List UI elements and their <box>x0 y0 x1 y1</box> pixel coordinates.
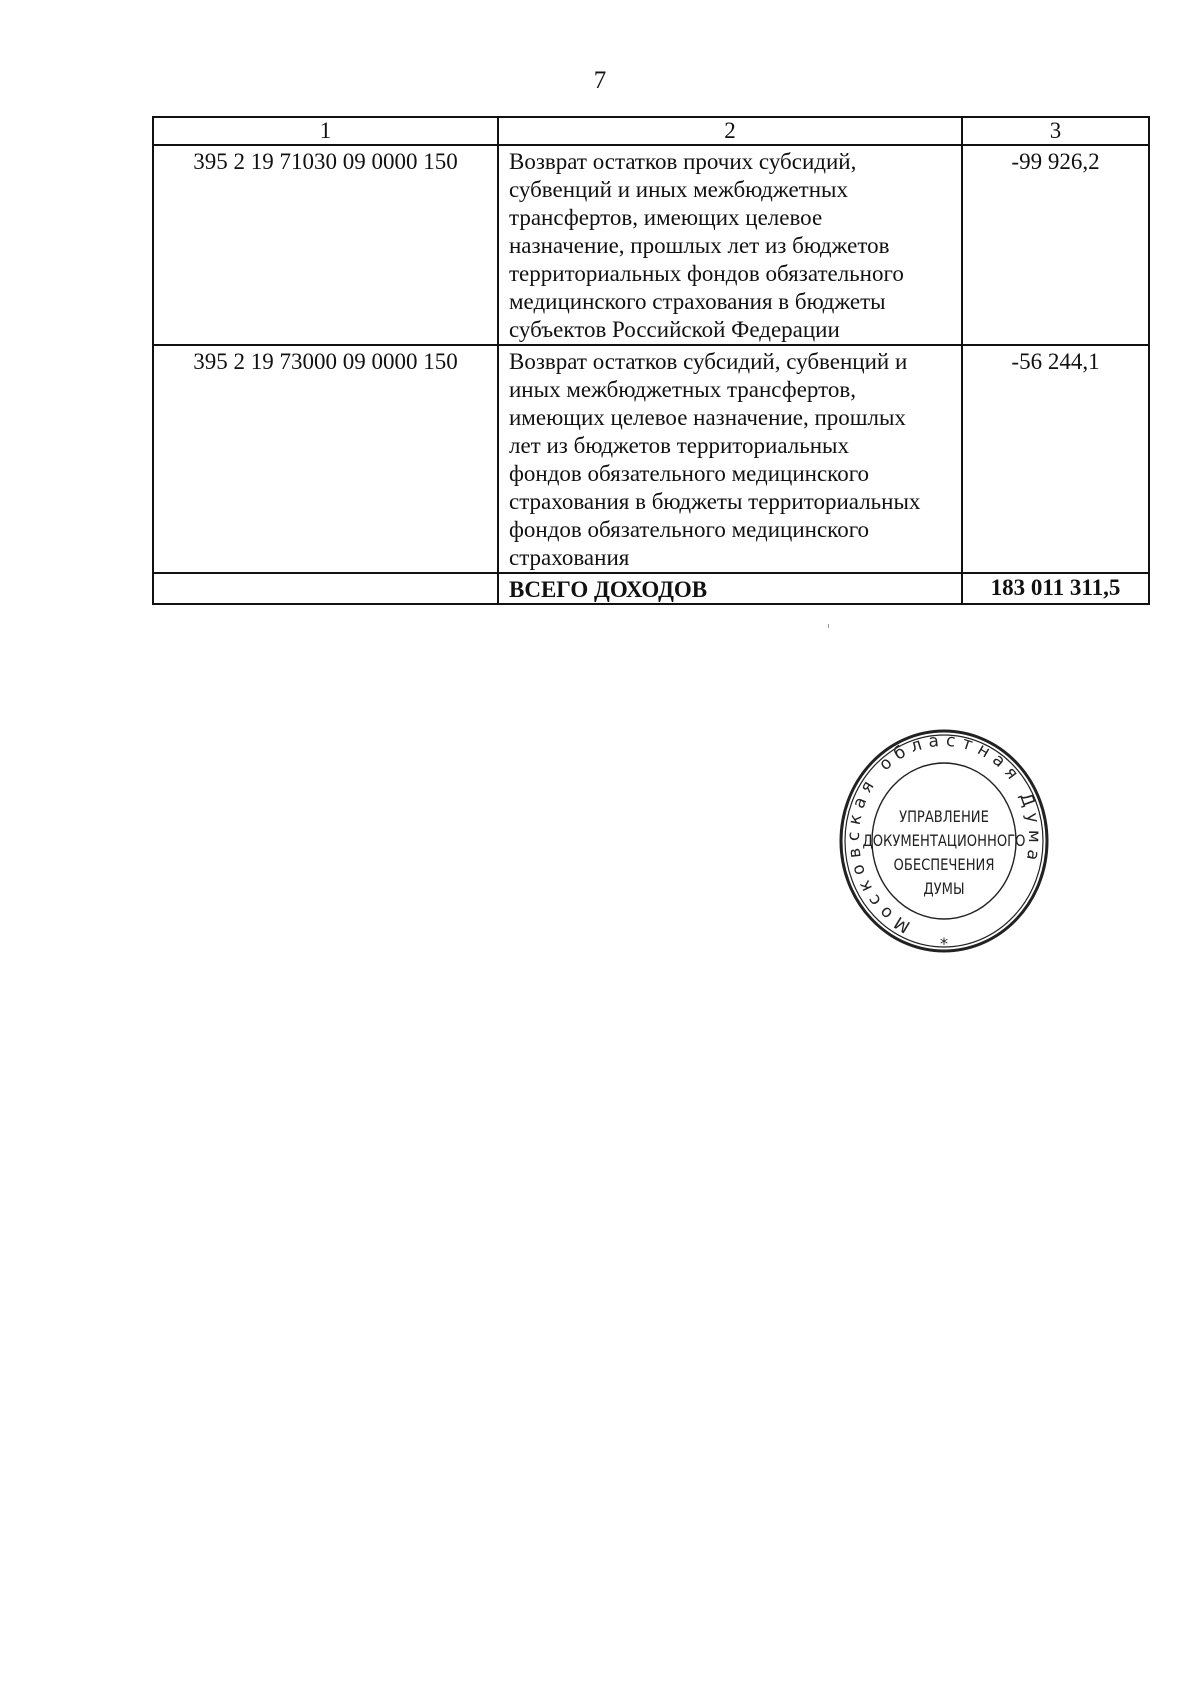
income-name-line: страхования в бюджеты территориальных <box>509 489 921 514</box>
income-amount: -56 244,1 <box>962 345 1149 573</box>
total-row <box>153 573 1149 604</box>
column-header-code: 1 <box>153 117 498 145</box>
stamp-center-line: УПРАВЛЕНИЕ <box>899 807 989 827</box>
stamp-center-line: ОБЕСПЕЧЕНИЯ <box>893 855 995 875</box>
income-name-line: фондов обязательного медицинского <box>509 461 870 486</box>
total-empty-cell <box>153 573 498 604</box>
income-table <box>152 116 1150 605</box>
income-name-line: территориальных фондов обязательного <box>509 261 904 286</box>
income-name-line: фондов обязательного медицинского <box>509 517 870 542</box>
income-name-line: иных межбюджетных трансфертов, <box>509 377 856 402</box>
total-amount: 183 011 311,5 <box>962 573 1149 604</box>
income-name-line: назначение, прошлых лет из бюджетов <box>509 233 890 258</box>
table-header-row <box>153 117 1149 145</box>
stamp-center-line: ДУМЫ <box>923 879 965 899</box>
income-name-line: субъектов Российской Федерации <box>509 317 840 342</box>
income-name-line: трансфертов, имеющих целевое <box>509 205 823 230</box>
page-number: 7 <box>593 67 607 94</box>
stamp-ring-textpath: Московская областная Дума <box>843 730 1045 937</box>
income-name-line: лет из бюджетов территориальных <box>509 433 849 458</box>
income-name <box>498 345 962 573</box>
income-code: 395 2 19 73000 09 0000 150 <box>153 345 498 573</box>
stamp-star: * <box>940 934 948 953</box>
scan-mark <box>828 624 829 628</box>
table-row <box>153 345 1149 573</box>
income-name-line: страхования <box>509 545 630 570</box>
official-stamp <box>838 728 1050 954</box>
income-code: 395 2 19 71030 09 0000 150 <box>153 145 498 345</box>
income-name-line: Возврат остатков субсидий, субвенций и <box>509 349 908 374</box>
income-name-line: субвенций и иных межбюджетных <box>509 177 848 202</box>
income-name <box>498 145 962 345</box>
stamp-center-line: ДОКУМЕНТАЦИОННОГО <box>862 831 1026 851</box>
income-name-line: медицинского страхования в бюджеты <box>509 289 886 314</box>
total-label: ВСЕГО ДОХОДОВ <box>498 573 962 604</box>
income-name-line: имеющих целевое назначение, прошлых <box>509 405 906 430</box>
income-name-line: Возврат остатков прочих субсидий, <box>509 149 857 174</box>
column-header-name: 2 <box>498 117 962 145</box>
income-amount: -99 926,2 <box>962 145 1149 345</box>
column-header-amount: 3 <box>962 117 1149 145</box>
table-row <box>153 145 1149 345</box>
